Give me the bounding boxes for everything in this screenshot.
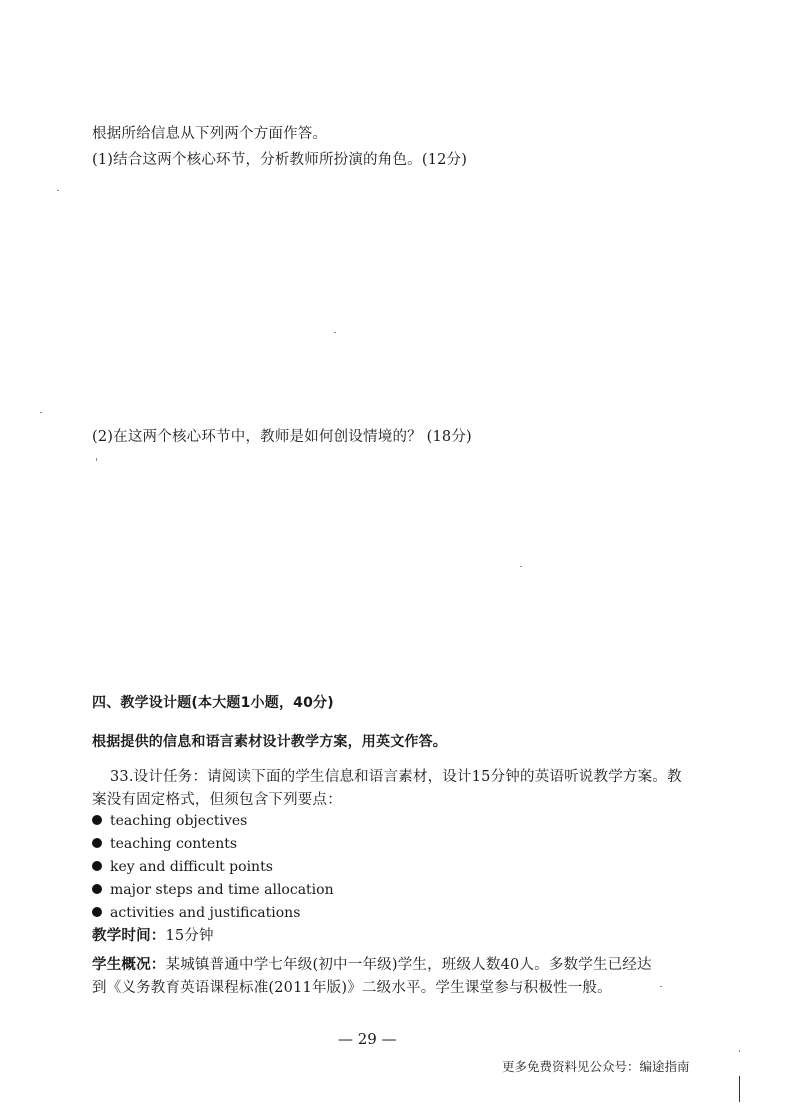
- section-4-instruction: 根据提供的信息和语言素材设计教学方案，用英文作答。: [92, 734, 447, 750]
- list-item: [92, 834, 237, 854]
- intro-text: 根据所给信息从下列两个方面作答。: [92, 126, 328, 142]
- margin-line: [739, 1076, 740, 1102]
- bullet-text: teaching contents: [110, 836, 238, 852]
- bullet-text: activities and justifications: [110, 905, 301, 921]
- scan-speck: [40, 412, 42, 413]
- scan-speck: [96, 458, 97, 461]
- teaching-time-label: 教学时间：: [92, 928, 166, 944]
- list-item: [92, 857, 273, 877]
- bullet-icon: [92, 907, 102, 917]
- page-number: — 29 —: [338, 1030, 397, 1048]
- question-33-line-1: 33.设计任务：请阅读下面的学生信息和语言素材，设计15分钟的英语听说教学方案。教: [110, 769, 682, 785]
- students-line-2: 到《义务教育英语课程标准(2011年版)》二级水平。学生课堂参与积极性一般。: [92, 980, 612, 996]
- teaching-time: [92, 926, 214, 946]
- bullet-icon: [92, 838, 102, 848]
- question-2: (2)在这两个核心环节中，教师是如何创设情境的？ (18分): [92, 429, 472, 445]
- teaching-time-value: 15分钟: [165, 928, 214, 944]
- question-1: (1)结合这两个核心环节，分析教师所扮演的角色。(12分): [92, 152, 468, 168]
- scan-speck: [520, 566, 522, 567]
- bullet-icon: [92, 861, 102, 871]
- scan-speck: [739, 1050, 740, 1052]
- list-item: [92, 811, 247, 831]
- list-item: [92, 903, 300, 923]
- bullet-text: major steps and time allocation: [110, 882, 334, 898]
- students-line-1: [92, 955, 652, 975]
- footer-note: 更多免费资料见公众号：编途指南: [502, 1059, 690, 1074]
- scan-speck: [57, 190, 59, 191]
- scan-speck: [660, 986, 662, 987]
- section-4-title: 四、教学设计题(本大题1小题，40分): [92, 695, 334, 711]
- bullet-icon: [92, 815, 102, 825]
- bullet-text: key and difficult points: [110, 859, 273, 875]
- question-33-line-2: 案没有固定格式，但须包含下列要点：: [92, 792, 342, 808]
- students-text-1: 某城镇普通中学七年级(初中一年级)学生，班级人数40人。多数学生已经达: [165, 957, 652, 973]
- list-item: [92, 880, 334, 900]
- students-label: 学生概况：: [92, 957, 166, 973]
- scan-speck: [334, 332, 336, 333]
- bullet-icon: [92, 884, 102, 894]
- bullet-text: teaching objectives: [110, 813, 248, 829]
